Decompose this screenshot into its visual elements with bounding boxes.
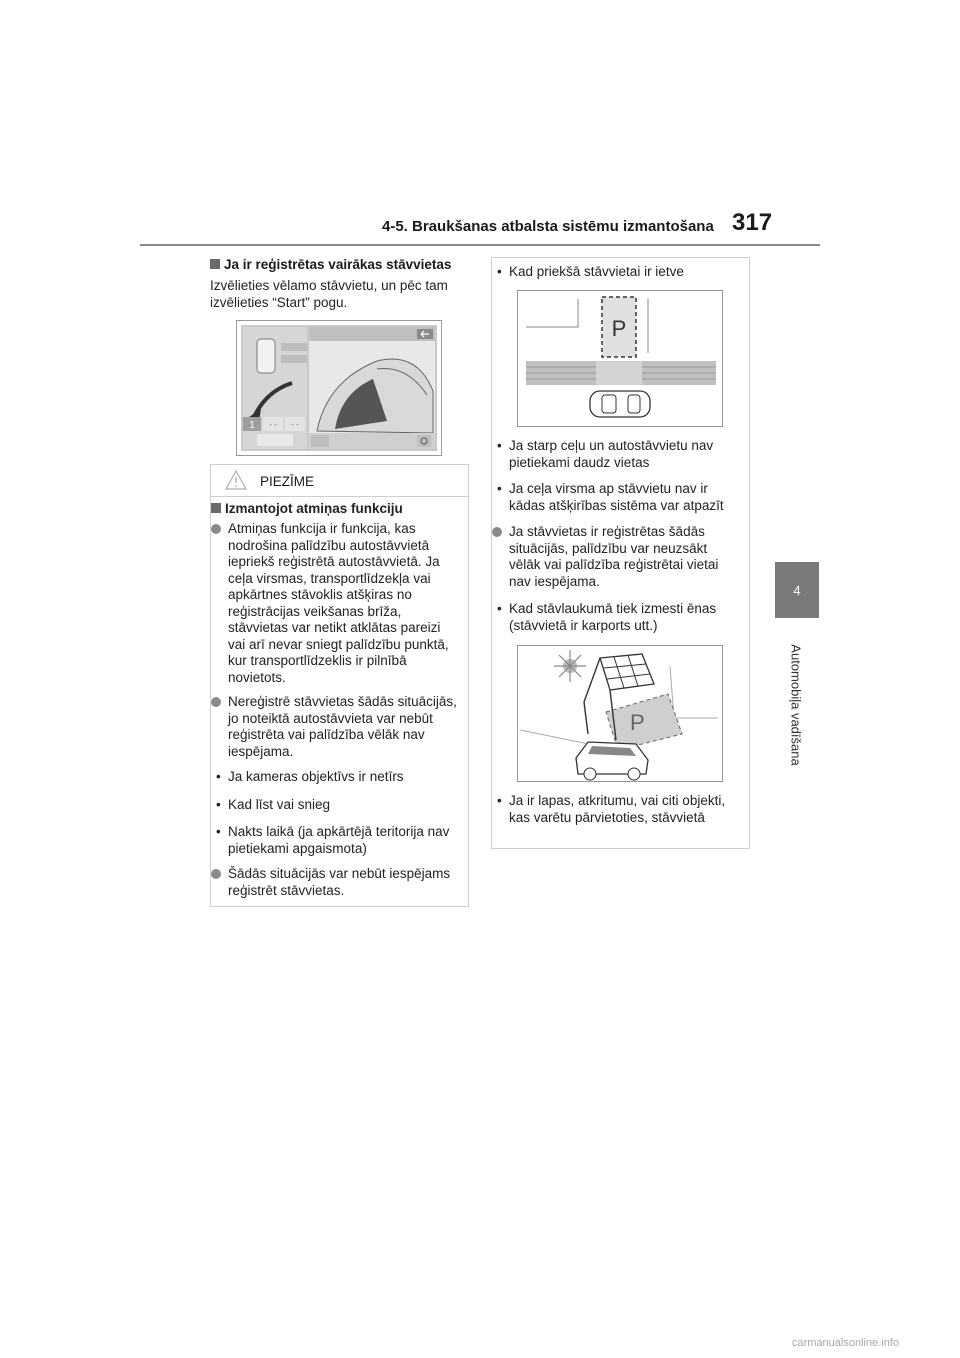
sun-icon bbox=[554, 650, 586, 682]
note-subheading: Izmantojot atmiņas funkciju bbox=[211, 501, 403, 518]
header-rule bbox=[140, 244, 820, 246]
note-label: PIEZĪME bbox=[260, 474, 315, 489]
warning-icon bbox=[224, 469, 248, 491]
bullet-marker: • bbox=[216, 797, 221, 812]
bullet-marker: • bbox=[497, 481, 502, 496]
parking-screen-illustration bbox=[236, 320, 442, 456]
circle-marker-icon bbox=[211, 697, 221, 707]
intro-paragraph: Izvēlieties vēlamo stāvvietu, un pēc tam izvēlieties “Start” pogu. bbox=[210, 278, 448, 310]
slot-number[interactable]: 1 bbox=[249, 420, 255, 431]
square-marker-icon bbox=[210, 259, 220, 269]
carport-shadow-illustration bbox=[517, 645, 723, 782]
parking-letter: P bbox=[611, 316, 627, 341]
carport-shadow-graphic bbox=[518, 646, 722, 781]
chapter-number: 4 bbox=[793, 582, 801, 598]
bullet-marker: • bbox=[216, 769, 221, 784]
slot-placeholder-a[interactable]: - - bbox=[269, 420, 277, 429]
car-icon bbox=[590, 391, 650, 417]
parking-assist-icon[interactable] bbox=[311, 435, 329, 447]
bullet-marker: • bbox=[497, 438, 502, 453]
parking-screen-graphic bbox=[237, 321, 441, 455]
curb-parking-graphic bbox=[518, 291, 722, 426]
bullet-marker: • bbox=[497, 264, 502, 279]
section-title: 4-5. Braukšanas atbalsta sistēmu izmantošana bbox=[382, 218, 714, 235]
section-heading: Ja ir reģistrētas vairākas stāvvietas bbox=[210, 257, 451, 272]
bullet-marker: • bbox=[216, 824, 221, 839]
page-number: 317 bbox=[732, 209, 773, 236]
circle-marker-icon bbox=[492, 527, 502, 537]
circle-marker-icon bbox=[211, 524, 221, 534]
chapter-title-vertical bbox=[776, 630, 816, 780]
square-marker-icon bbox=[211, 503, 221, 513]
bullet-marker: • bbox=[497, 601, 502, 616]
curb-parking-illustration bbox=[517, 290, 723, 427]
bullet-marker: • bbox=[497, 793, 502, 808]
slot-placeholder-b[interactable]: - - bbox=[291, 420, 299, 429]
chapter-tab bbox=[775, 562, 819, 618]
watermark: carmanualsonline.info bbox=[792, 1337, 900, 1349]
car-icon bbox=[576, 742, 648, 780]
note-header bbox=[211, 465, 468, 497]
chapter-title: Automobiļa vadīšana bbox=[788, 644, 804, 766]
circle-marker-icon bbox=[211, 869, 221, 879]
gear-icon[interactable] bbox=[417, 435, 431, 447]
parking-letter: P bbox=[630, 710, 645, 735]
